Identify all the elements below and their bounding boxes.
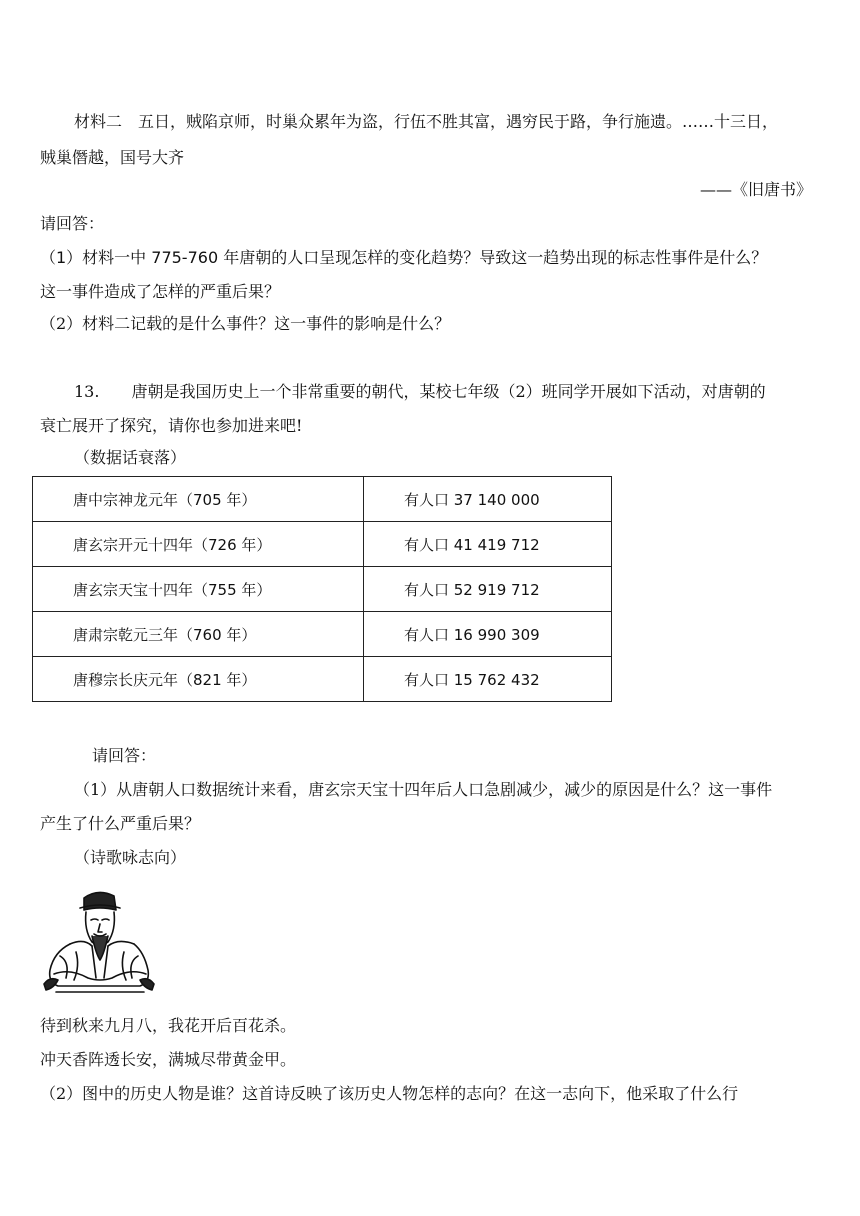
population-cell: 有人口 37 140 000 xyxy=(364,477,612,522)
period-cell: 唐中宗神龙元年（705 年） xyxy=(33,477,364,522)
population-cell: 有人口 41 419 712 xyxy=(364,522,612,567)
q13-prompt: 请回答： xyxy=(92,746,157,765)
table-row xyxy=(33,522,612,567)
population-cell: 有人口 16 990 309 xyxy=(364,612,612,657)
population-table xyxy=(32,476,612,702)
q12-prompt: 请回答： xyxy=(40,214,105,233)
q13-intro-line1: 13. 唐朝是我国历史上一个非常重要的朝代，某校七年级（2）班同学开展如下活动，对唐朝的 xyxy=(74,382,766,401)
table-row xyxy=(33,567,612,612)
q12-question-1-line1: （1）材料一中 775-760 年唐朝的人口呈现怎样的变化趋势？导致这一趋势出现的标志性事件是什么？ xyxy=(40,248,768,267)
q12-question-1-line2: 这一事件造成了怎样的严重后果？ xyxy=(40,282,281,301)
material2-source: ——《旧唐书》 xyxy=(699,180,812,199)
q13-question-1-line1: （1）从唐朝人口数据统计来看，唐玄宗天宝十四年后人口急剧减少，减少的原因是什么？这一事件 xyxy=(74,780,773,799)
population-cell: 有人口 52 919 712 xyxy=(364,567,612,612)
material2-line2: 贼巢僭越，国号大齐 xyxy=(40,148,185,167)
period-cell: 唐玄宗开元十四年（726 年） xyxy=(33,522,364,567)
section-title-data: （数据话衰落） xyxy=(74,448,187,467)
historical-figure-portrait xyxy=(40,882,158,1002)
table-row xyxy=(33,477,612,522)
q13-intro-line2: 衰亡展开了探究，请你也参加进来吧! xyxy=(40,416,303,435)
q12-question-2: （2）材料二记载的是什么事件？这一事件的影响是什么？ xyxy=(40,314,451,333)
table-row xyxy=(33,612,612,657)
period-cell: 唐玄宗天宝十四年（755 年） xyxy=(33,567,364,612)
q13-question-1-line2: 产生了什么严重后果？ xyxy=(40,814,201,833)
poem-line-2: 冲天香阵透长安，满城尽带黄金甲。 xyxy=(40,1050,297,1069)
section-title-poem: （诗歌咏志向） xyxy=(74,848,187,867)
poem-line-1: 待到秋来九月八，我花开后百花杀。 xyxy=(40,1016,297,1035)
period-cell: 唐肃宗乾元三年（760 年） xyxy=(33,612,364,657)
table-row xyxy=(33,657,612,702)
q13-question-2: （2）图中的历史人物是谁？这首诗反映了该历史人物怎样的志向？在这一志向下，他采取了什么行 xyxy=(40,1084,739,1103)
material2-line1: 材料二 五日，贼陷京师，时巢众累年为盗，行伍不胜其富，遇穷民于路，争行施遗。……十三日， xyxy=(74,112,779,131)
period-cell: 唐穆宗长庆元年（821 年） xyxy=(33,657,364,702)
population-cell: 有人口 15 762 432 xyxy=(364,657,612,702)
